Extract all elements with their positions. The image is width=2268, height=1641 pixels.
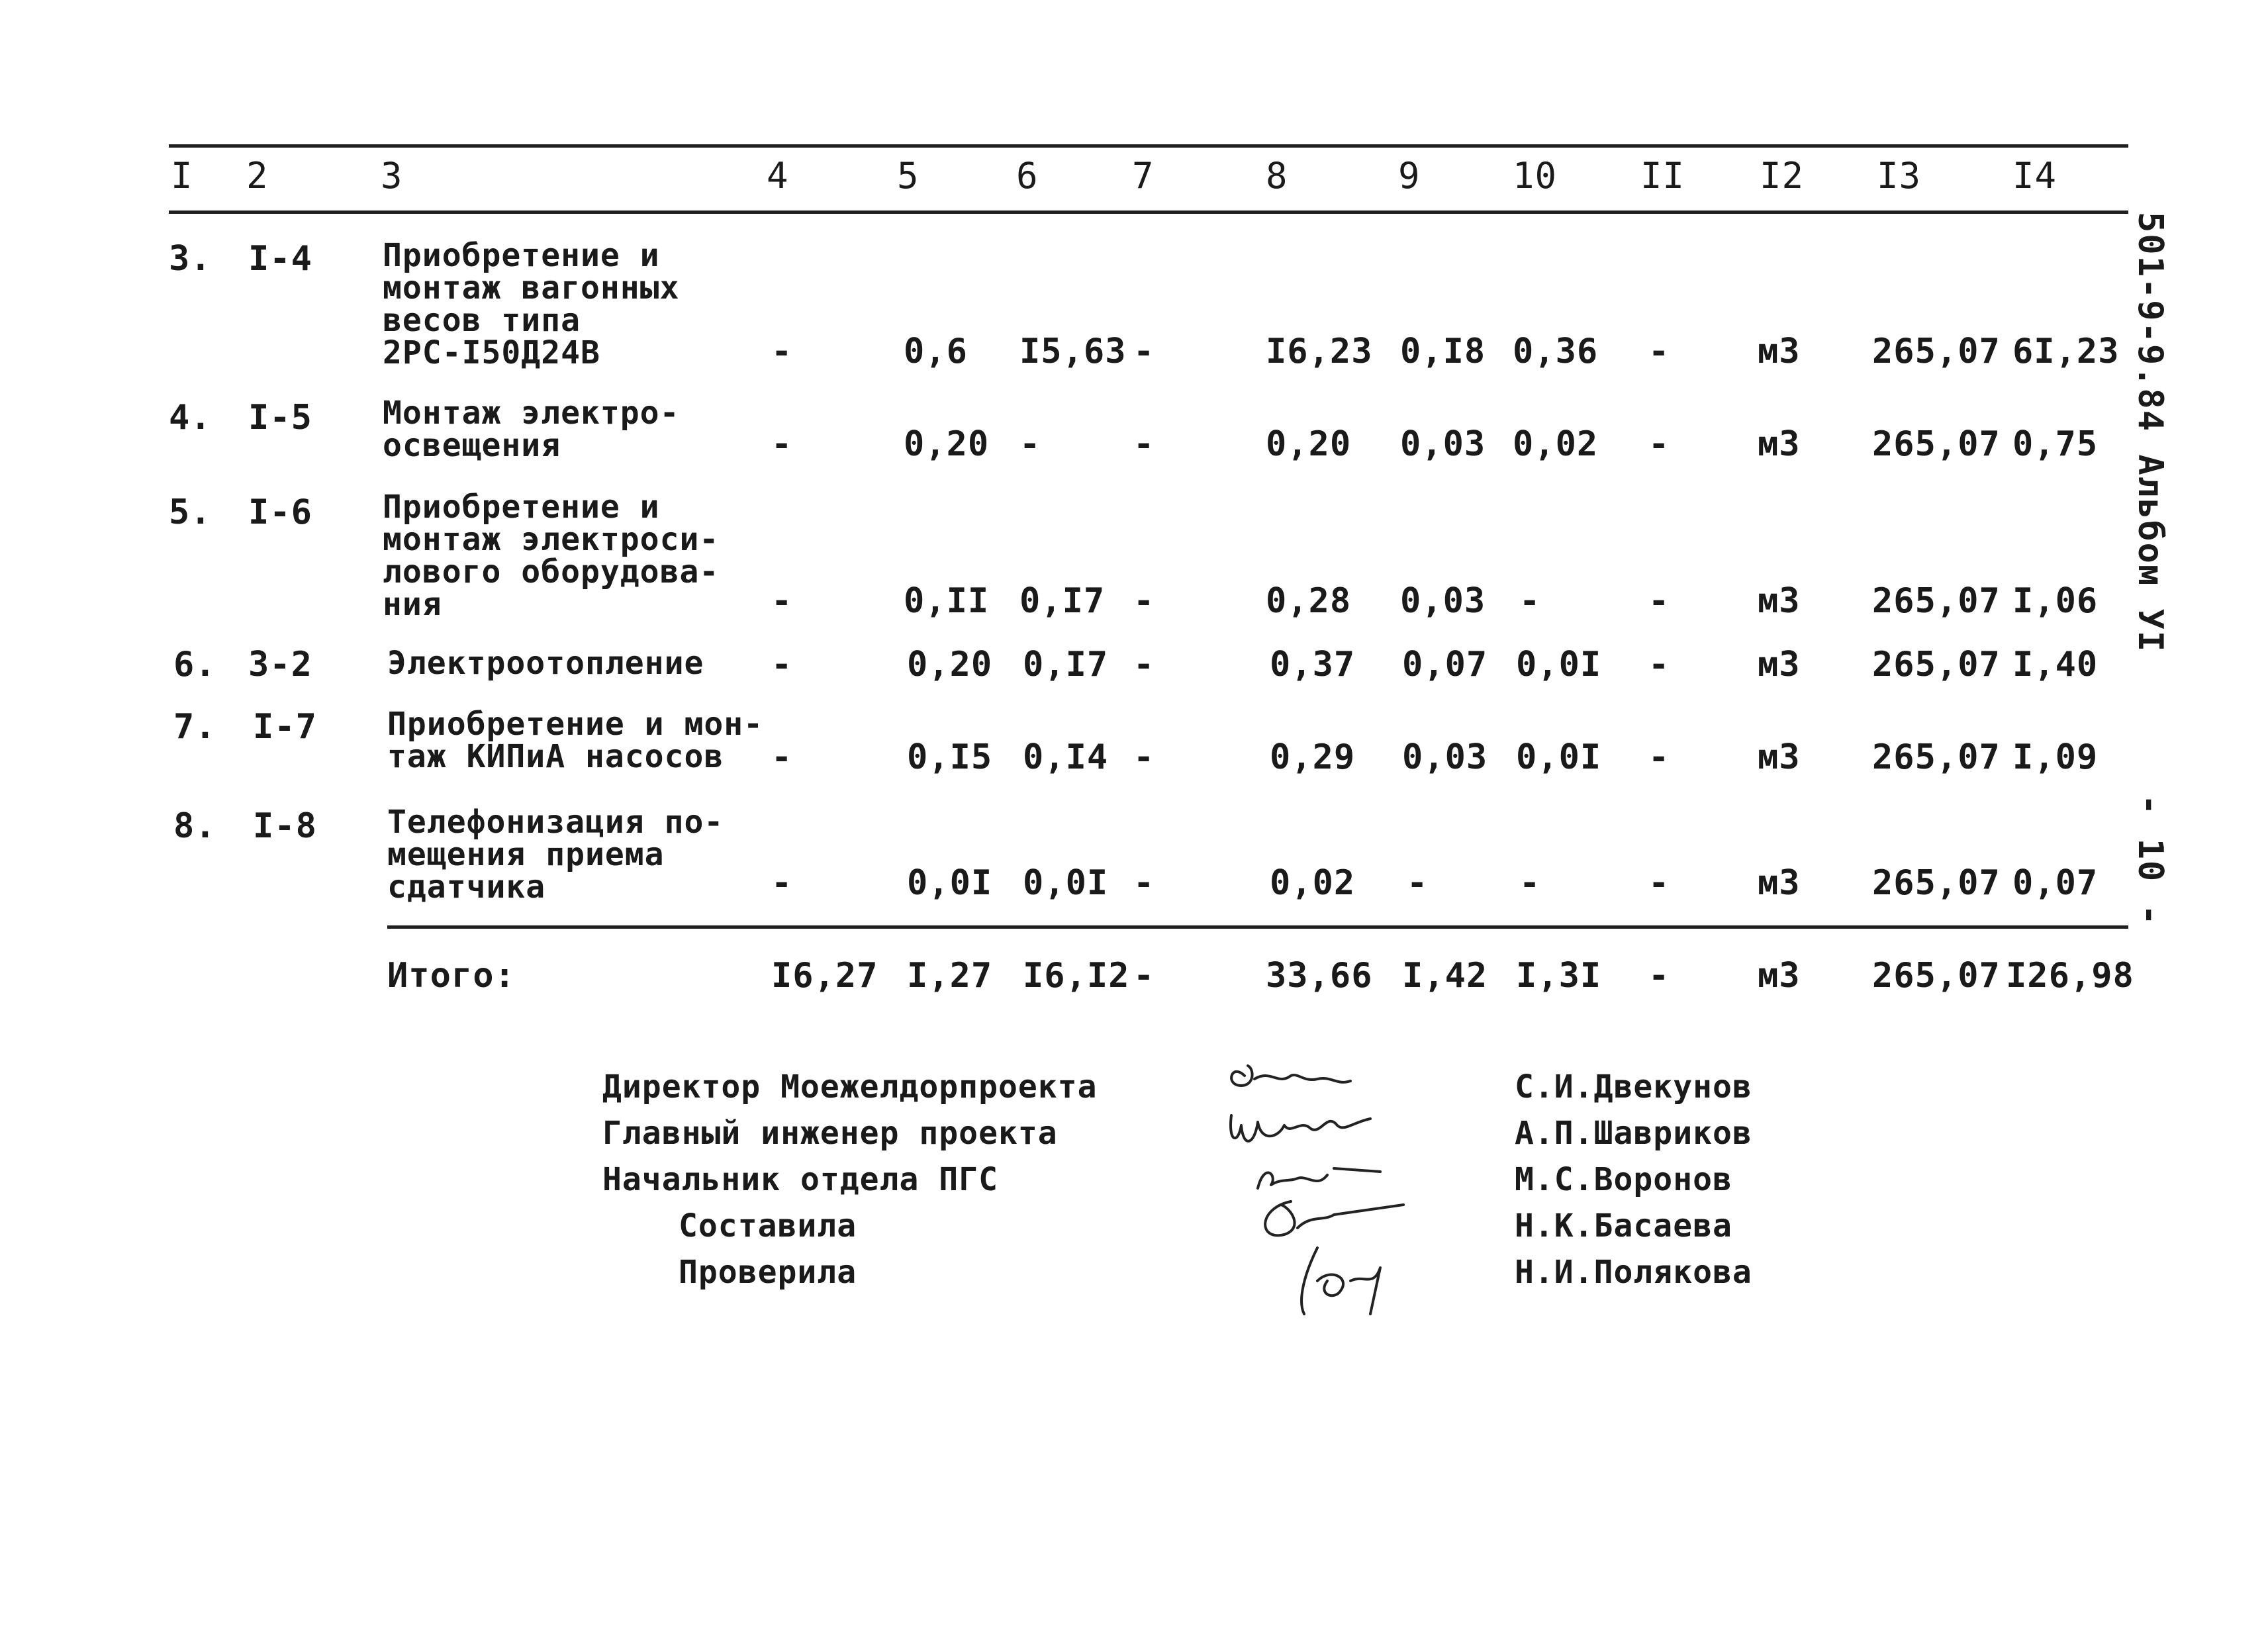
- row-code: I-5: [248, 398, 312, 438]
- row-description: Приобретение и монтаж вагонных весов типа 2РС-I50Д24В: [383, 237, 680, 371]
- row-number: 7.: [173, 707, 216, 747]
- cell-col7: -: [1133, 645, 1155, 684]
- col-header-11: II: [1640, 155, 1685, 197]
- signature-stroke-director: [1231, 1066, 1350, 1086]
- cell-col14: I,06: [2012, 581, 2099, 621]
- cell-col8: 0,02: [1270, 863, 1356, 903]
- cell-col12: м3: [1758, 645, 1801, 684]
- signature-title: Начальник отдела ПГС: [602, 1161, 998, 1198]
- cell-col4: -: [771, 645, 793, 684]
- cell-col11: -: [1648, 332, 1670, 371]
- total-col6: I6,I2: [1023, 956, 1130, 996]
- cell-col13: 265,07: [1872, 863, 2001, 903]
- signature-stroke-chief-engineer: [1231, 1115, 1370, 1141]
- cell-col7: -: [1133, 424, 1155, 464]
- cell-col8: 0,37: [1270, 645, 1356, 684]
- cell-col9: 0,03: [1402, 737, 1488, 777]
- signature-name: М.С.Воронов: [1515, 1161, 1732, 1198]
- cell-col14: 0,07: [2012, 863, 2099, 903]
- total-col14: I26,98: [2006, 956, 2134, 996]
- col-header-8: 8: [1266, 155, 1288, 197]
- cell-col14: 6I,23: [2012, 332, 2120, 371]
- cell-col10: 0,0I: [1516, 645, 1602, 684]
- col-header-9: 9: [1398, 155, 1421, 197]
- col-header-4: 4: [767, 155, 789, 197]
- signature-title: Проверила: [679, 1254, 857, 1291]
- cell-col5: 0,I5: [907, 737, 993, 777]
- row-number: 4.: [169, 398, 212, 438]
- row-number: 8.: [173, 806, 216, 846]
- side-page-number: [2130, 794, 2170, 927]
- total-col7: -: [1133, 956, 1155, 996]
- row-description: Приобретение и мон- таж КИПиА насосов: [387, 706, 764, 775]
- cell-col10: -: [1519, 863, 1541, 903]
- col-header-3: 3: [381, 155, 403, 197]
- cell-col9: -: [1407, 863, 1429, 903]
- cell-col6: 0,I7: [1023, 645, 1109, 684]
- row-code: I-7: [253, 707, 317, 747]
- table-top-rule: [169, 144, 2128, 148]
- cell-col14: I,40: [2012, 645, 2099, 684]
- total-col9: I,42: [1402, 956, 1488, 996]
- cell-col9: 0,I8: [1400, 332, 1486, 371]
- cell-col10: 0,0I: [1516, 737, 1602, 777]
- cell-col12: м3: [1758, 737, 1801, 777]
- cell-col5: 0,0I: [907, 863, 993, 903]
- cell-col8: I6,23: [1266, 332, 1373, 371]
- cell-col10: 0,36: [1513, 332, 1599, 371]
- cell-col8: 0,20: [1266, 424, 1352, 464]
- cell-col13: 265,07: [1872, 737, 2001, 777]
- row-code: 3-2: [248, 645, 312, 684]
- cell-col4: -: [771, 863, 793, 903]
- signature-title: Директор Моежелдорпроекта: [602, 1068, 1098, 1105]
- col-header-6: 6: [1016, 155, 1039, 197]
- cell-col4: -: [771, 332, 793, 371]
- cell-col5: 0,20: [904, 424, 990, 464]
- cell-col11: -: [1648, 863, 1670, 903]
- signature-stroke-checker: [1301, 1248, 1380, 1314]
- cell-col12: м3: [1758, 424, 1801, 464]
- signature-stroke-compiler: [1265, 1201, 1403, 1235]
- row-number: 3.: [169, 239, 212, 279]
- total-col12: м3: [1758, 956, 1801, 996]
- cell-col8: 0,28: [1266, 581, 1352, 621]
- header-bottom-rule: [169, 211, 2128, 214]
- handwritten-signatures: [1218, 1049, 1456, 1340]
- cell-col4: -: [771, 424, 793, 464]
- signature-title: Составила: [679, 1207, 857, 1244]
- cell-col10: 0,02: [1513, 424, 1599, 464]
- col-header-2: 2: [246, 155, 269, 197]
- row-code: I-4: [248, 239, 312, 279]
- total-col11: -: [1648, 956, 1670, 996]
- cell-col12: м3: [1758, 332, 1801, 371]
- cell-col4: -: [771, 581, 793, 621]
- signature-name: А.П.Шавриков: [1515, 1115, 1752, 1152]
- cell-col11: -: [1648, 581, 1670, 621]
- cell-col6: 0,I4: [1023, 737, 1109, 777]
- total-col8: 33,66: [1266, 956, 1373, 996]
- album-code: 501-9-9.84 Альбом УI: [2130, 212, 2170, 653]
- cell-col14: 0,75: [2012, 424, 2099, 464]
- cell-col13: 265,07: [1872, 581, 2001, 621]
- total-col4: I6,27: [771, 956, 878, 996]
- row-description: Телефонизация по- мещения приема сдатчика: [387, 804, 724, 906]
- total-col10: I,3I: [1516, 956, 1602, 996]
- signature-name: Н.К.Басаева: [1515, 1207, 1732, 1244]
- col-header-14: I4: [2012, 155, 2057, 197]
- row-description: Приобретение и монтаж электроси- лового оборудова- ния: [383, 489, 720, 623]
- cell-col5: 0,II: [904, 581, 990, 621]
- row-number: 6.: [173, 645, 216, 684]
- row-code: I-8: [253, 806, 317, 846]
- cell-col4: -: [771, 737, 793, 777]
- signature-name: С.И.Двекунов: [1515, 1068, 1752, 1105]
- cell-col11: -: [1648, 737, 1670, 777]
- cell-col6: I5,63: [1019, 332, 1127, 371]
- total-rule: [387, 925, 2128, 929]
- row-number: 5.: [169, 492, 212, 532]
- cell-col6: -: [1019, 424, 1041, 464]
- cell-col5: 0,6: [904, 332, 968, 371]
- total-col5: I,27: [907, 956, 993, 996]
- cell-col6: 0,0I: [1023, 863, 1109, 903]
- cell-col5: 0,20: [907, 645, 993, 684]
- col-header-5: 5: [897, 155, 920, 197]
- cell-col10: -: [1519, 581, 1541, 621]
- cell-col13: 265,07: [1872, 645, 2001, 684]
- cell-col6: 0,I7: [1019, 581, 1106, 621]
- total-col13: 265,07: [1872, 956, 2001, 996]
- signature-stroke-department-head: [1258, 1168, 1380, 1188]
- cell-col7: -: [1133, 581, 1155, 621]
- cell-col11: -: [1648, 645, 1670, 684]
- cell-col9: 0,03: [1400, 424, 1486, 464]
- cell-col14: I,09: [2012, 737, 2099, 777]
- side-album-label: [2130, 212, 2170, 653]
- cell-col7: -: [1133, 863, 1155, 903]
- col-header-13: I3: [1877, 155, 1922, 197]
- cell-col7: -: [1133, 332, 1155, 371]
- cell-col9: 0,07: [1402, 645, 1488, 684]
- cell-col12: м3: [1758, 863, 1801, 903]
- cell-col13: 265,07: [1872, 332, 2001, 371]
- col-header-12: I2: [1760, 155, 1805, 197]
- page-number: - 10 -: [2130, 794, 2170, 927]
- signature-title: Главный инженер проекта: [602, 1115, 1058, 1152]
- cell-col11: -: [1648, 424, 1670, 464]
- cell-col7: -: [1133, 737, 1155, 777]
- row-description: Электроотопление: [387, 645, 704, 682]
- cell-col8: 0,29: [1270, 737, 1356, 777]
- cell-col9: 0,03: [1400, 581, 1486, 621]
- row-description: Монтаж электро- освещения: [383, 395, 680, 464]
- cell-col12: м3: [1758, 581, 1801, 621]
- row-code: I-6: [248, 492, 312, 532]
- cell-col13: 265,07: [1872, 424, 2001, 464]
- signature-name: Н.И.Полякова: [1515, 1254, 1752, 1291]
- total-label: Итого:: [387, 956, 516, 996]
- col-header-1: I: [171, 155, 193, 197]
- col-header-7: 7: [1132, 155, 1155, 197]
- col-header-10: 10: [1513, 155, 1558, 197]
